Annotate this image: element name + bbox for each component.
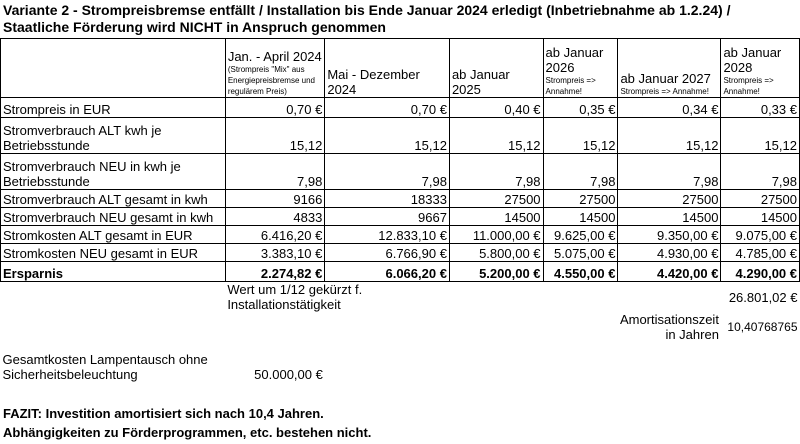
table-cell[interactable]: 9.350,00 €	[618, 226, 721, 244]
table-cell[interactable]: 15,12	[225, 118, 325, 154]
note-row	[1, 282, 800, 313]
table-cell[interactable]: 9166	[225, 190, 325, 208]
table-cell[interactable]: 14500	[618, 208, 721, 226]
total-cost-row	[1, 342, 800, 382]
table-row	[1, 226, 800, 244]
amortization-label[interactable]: Amortisationszeit in Jahren	[619, 312, 719, 342]
conclusion-line-2: Abhängigkeiten zu Förderprogrammen, etc. bestehen nicht.	[3, 425, 372, 440]
table-cell[interactable]: 5.800,00 €	[449, 244, 543, 262]
table-cell[interactable]: 14500	[721, 208, 800, 226]
row-label[interactable]: Stromverbrauch NEU gesamt in kwh	[1, 208, 226, 226]
savings-row	[1, 262, 800, 282]
table-cell[interactable]: 6.766,90 €	[325, 244, 450, 262]
header-2025[interactable]: ab Januar 2025	[449, 39, 543, 98]
table-cell[interactable]: 12.833,10 €	[325, 226, 450, 244]
table-row	[1, 98, 800, 118]
row-label[interactable]: Strompreis in EUR	[1, 98, 226, 118]
table-cell[interactable]: 4.550,00 €	[543, 262, 618, 282]
cost-table	[0, 38, 800, 382]
row-label[interactable]: Ersparnis	[1, 262, 226, 282]
table-cell[interactable]: 2.274,82 €	[225, 262, 325, 282]
table-cell[interactable]: 27500	[449, 190, 543, 208]
table-cell[interactable]: 0,33 €	[721, 98, 800, 118]
table-cell[interactable]: 18333	[325, 190, 450, 208]
total-cost-value[interactable]: 50.000,00 €	[254, 367, 323, 382]
row-label[interactable]: Stromverbrauch ALT kwh je Betriebsstunde	[1, 118, 226, 154]
row-label[interactable]: Stromkosten ALT gesamt in EUR	[1, 226, 226, 244]
header-row	[1, 39, 800, 98]
table-cell[interactable]: 3.383,10 €	[225, 244, 325, 262]
table-cell[interactable]: 7,98	[449, 154, 543, 190]
table-cell[interactable]: 15,12	[543, 118, 618, 154]
table-cell[interactable]: 14500	[543, 208, 618, 226]
table-cell[interactable]: 0,34 €	[618, 98, 721, 118]
table-cell[interactable]: 9.625,00 €	[543, 226, 618, 244]
table-cell[interactable]: 5.075,00 €	[543, 244, 618, 262]
table-cell[interactable]: 4.420,00 €	[618, 262, 721, 282]
table-cell[interactable]: 15,12	[721, 118, 800, 154]
table-cell[interactable]: 0,35 €	[543, 98, 618, 118]
table-cell[interactable]: 0,70 €	[225, 98, 325, 118]
table-cell[interactable]: 5.200,00 €	[449, 262, 543, 282]
table-cell[interactable]: 15,12	[618, 118, 721, 154]
table-cell[interactable]: 27500	[543, 190, 618, 208]
row-label[interactable]: Stromverbrauch ALT gesamt in kwh	[1, 190, 226, 208]
table-cell[interactable]: 4833	[225, 208, 325, 226]
table-cell[interactable]: 4.290,00 €	[721, 262, 800, 282]
table-cell[interactable]: 11.000,00 €	[449, 226, 543, 244]
table-cell[interactable]: 0,70 €	[325, 98, 450, 118]
amortization-row	[1, 312, 800, 342]
table-cell[interactable]: 4.785,00 €	[721, 244, 800, 262]
table-row	[1, 244, 800, 262]
header-2026[interactable]: ab Januar 2026 Strompreis => Annahme!	[543, 39, 618, 98]
table-cell[interactable]: 7,98	[325, 154, 450, 190]
table-cell[interactable]: 7,98	[543, 154, 618, 190]
table-cell[interactable]: 7,98	[618, 154, 721, 190]
table-cell[interactable]: 7,98	[225, 154, 325, 190]
table-cell[interactable]: 6.416,20 €	[225, 226, 325, 244]
header-jan-apr-2024[interactable]	[225, 39, 325, 98]
header-mai-dez-2024[interactable]: Mai - Dezember 2024	[325, 39, 450, 98]
sheet-title: Variante 2 - Strompreisbremse entfällt / Installation bis Ende Januar 2024 erledigt (Inbetriebnahme ab 1.2.24) / Staatliche Förderung wird NICHT in Anspruch genommen	[3, 2, 731, 35]
table-cell[interactable]: 7,98	[721, 154, 800, 190]
table-cell[interactable]: 6.066,20 €	[325, 262, 450, 282]
table-cell[interactable]: 9.075,00 €	[721, 226, 800, 244]
header-label: Jan. - April 2024	[227, 49, 322, 64]
header-2028[interactable]: ab Januar 2028 Strompreis => Annahme!	[721, 39, 800, 98]
amortization-years[interactable]: 10,40768765	[727, 319, 798, 334]
table-cell[interactable]: 0,40 €	[449, 98, 543, 118]
table-row	[1, 118, 800, 154]
conclusion	[3, 404, 371, 442]
table-row	[1, 208, 800, 226]
total-cost-label[interactable]: Gesamtkosten Lampentausch ohne Sicherheitsbeleuchtung	[2, 352, 208, 382]
table-cell[interactable]: 15,12	[449, 118, 543, 154]
table-cell[interactable]: 27500	[721, 190, 800, 208]
table-row	[1, 190, 800, 208]
table-cell[interactable]: 14500	[449, 208, 543, 226]
table-row	[1, 154, 800, 190]
total-savings[interactable]: 26.801,02 €	[728, 289, 798, 305]
row-label[interactable]: Stromverbrauch NEU in kwh je Betriebsstunde	[1, 154, 226, 190]
table-cell[interactable]: 9667	[325, 208, 450, 226]
header-2027[interactable]: ab Januar 2027 Strompreis => Annahme!	[618, 39, 721, 98]
conclusion-line-1: FAZIT: Investition amortisiert sich nach 10,4 Jahren.	[3, 406, 324, 421]
row-label[interactable]: Stromkosten NEU gesamt in EUR	[1, 244, 226, 262]
table-cell[interactable]: 15,12	[325, 118, 450, 154]
table-cell[interactable]: 27500	[618, 190, 721, 208]
table-cell[interactable]: 4.930,00 €	[618, 244, 721, 262]
reduction-note[interactable]: Wert um 1/12 gekürzt f. Installationstätigkeit	[227, 282, 363, 312]
header-empty-cell	[1, 39, 226, 98]
header-note: (Strompreis "Mix" aus Energiepreisbremse und regulärem Preis)	[227, 65, 315, 96]
